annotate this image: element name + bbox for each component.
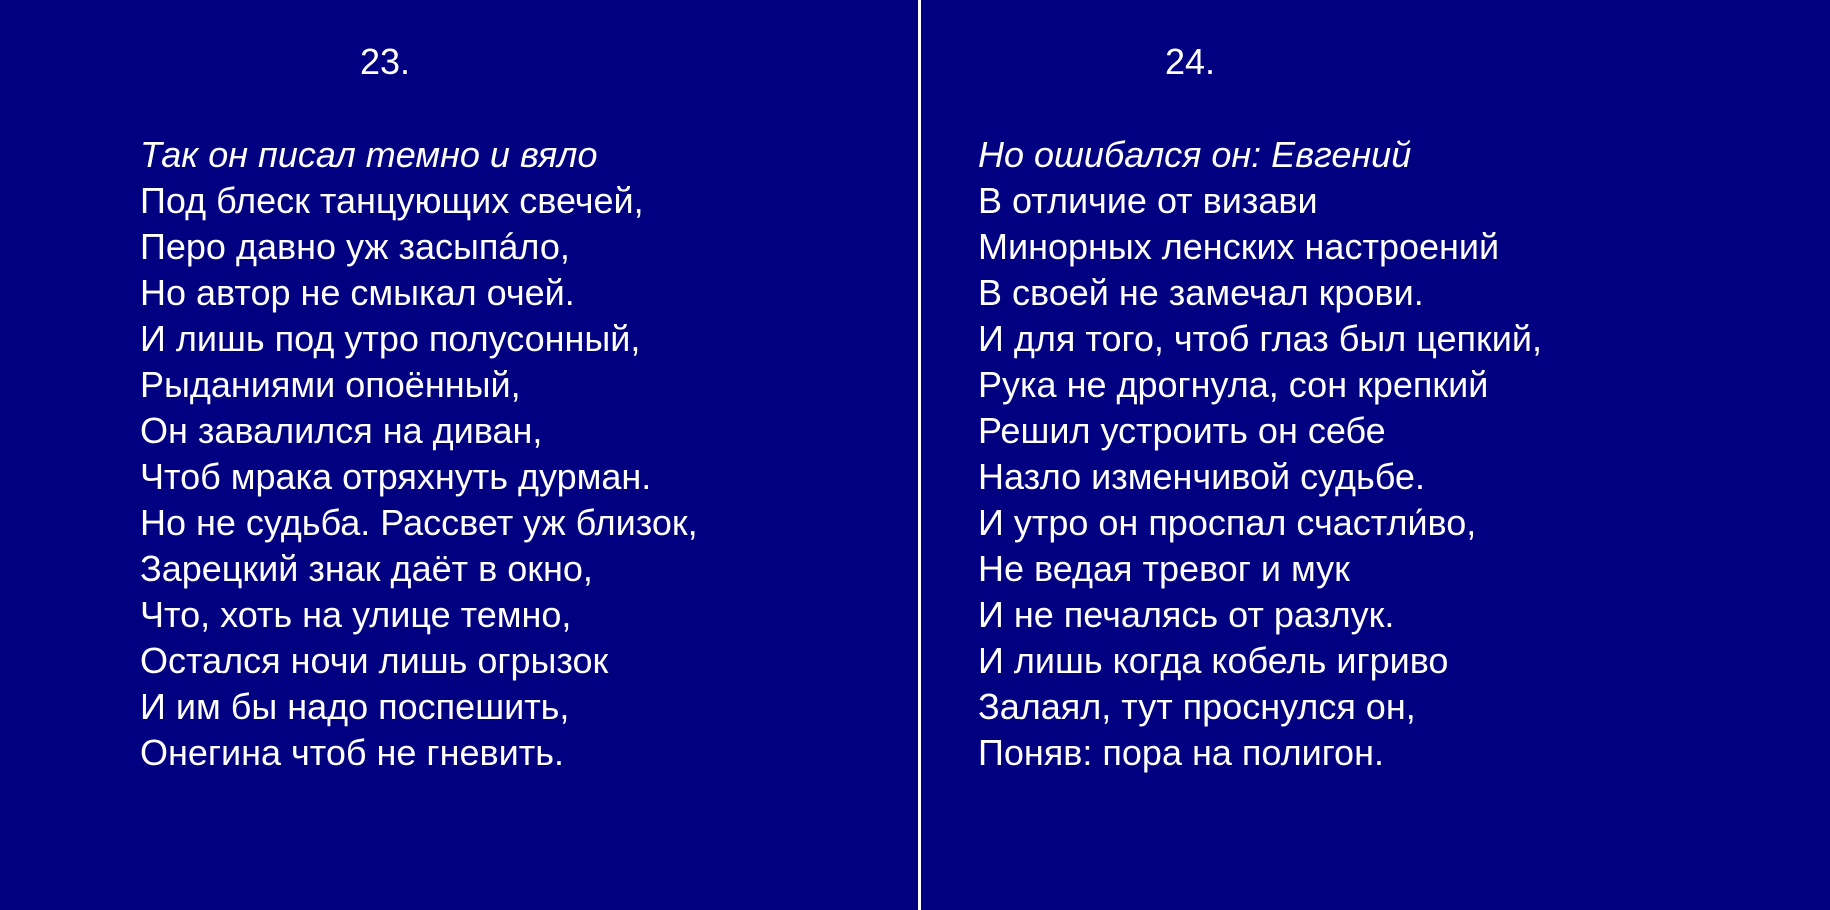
stanza-number: 24. [1165,41,1216,82]
stanza-line: В своей не замечал крови. [978,272,1424,313]
stanza-line: Но ошибался он: Евгений [978,134,1412,175]
stanza-line: Чтоб мрака отряхнуть дурман. [140,456,652,497]
stanza-line: Что, хоть на улице темно, [140,594,572,635]
stanza-line: Зарецкий знак даёт в окно, [140,548,593,589]
stanza-line: Рука не дрогнула, сон крепкий [978,364,1489,405]
stanza-line: И лишь когда кобель игриво [978,640,1449,681]
stanza-line: Рыданиями опоённый, [140,364,521,405]
stanza-line: Под блеск танцующих свечей, [140,180,644,221]
stanza-lines [140,132,698,776]
stanza-line: Перо давно уж засыпáло, [140,226,570,267]
stanza-line: Он завалился на диван, [140,410,543,451]
stanza-line: Минорных ленских настроений [978,226,1500,267]
stanza-line: В отличие от визави [978,180,1318,221]
stanza-line: Решил устроить он себе [978,410,1386,451]
stanza-line: Не ведая тревог и мук [978,548,1350,589]
stanza-line: И для того, чтоб глаз был цепкий, [978,318,1543,359]
stanza-line: Но автор не смыкал очей. [140,272,575,313]
stanza-line: И им бы надо поспешить, [140,686,570,727]
stanza-line: И лишь под утро полусонный, [140,318,641,359]
stanza-line: Назло изменчивой судьбе. [978,456,1425,497]
stanza-line: Онегина чтоб не гневить. [140,732,564,773]
stanza-line: Поняв: пора на полигон. [978,732,1384,773]
stanza-24 [921,0,1821,910]
stanza-23 [0,0,900,910]
stanza-line: Но не судьба. Рассвет уж близок, [140,502,698,543]
stanza-line: Так он писал темно и вяло [140,134,598,175]
stanza-line: И утро он проспал счастли́во, [978,502,1477,543]
stanza-line: Остался ночи лишь огрызок [140,640,609,681]
stanza-lines [978,132,1542,776]
stanza-number: 23. [360,41,411,82]
stanza-line: И не печалясь от разлук. [978,594,1395,635]
stanza-line: Залаял, тут проснулся он, [978,686,1416,727]
